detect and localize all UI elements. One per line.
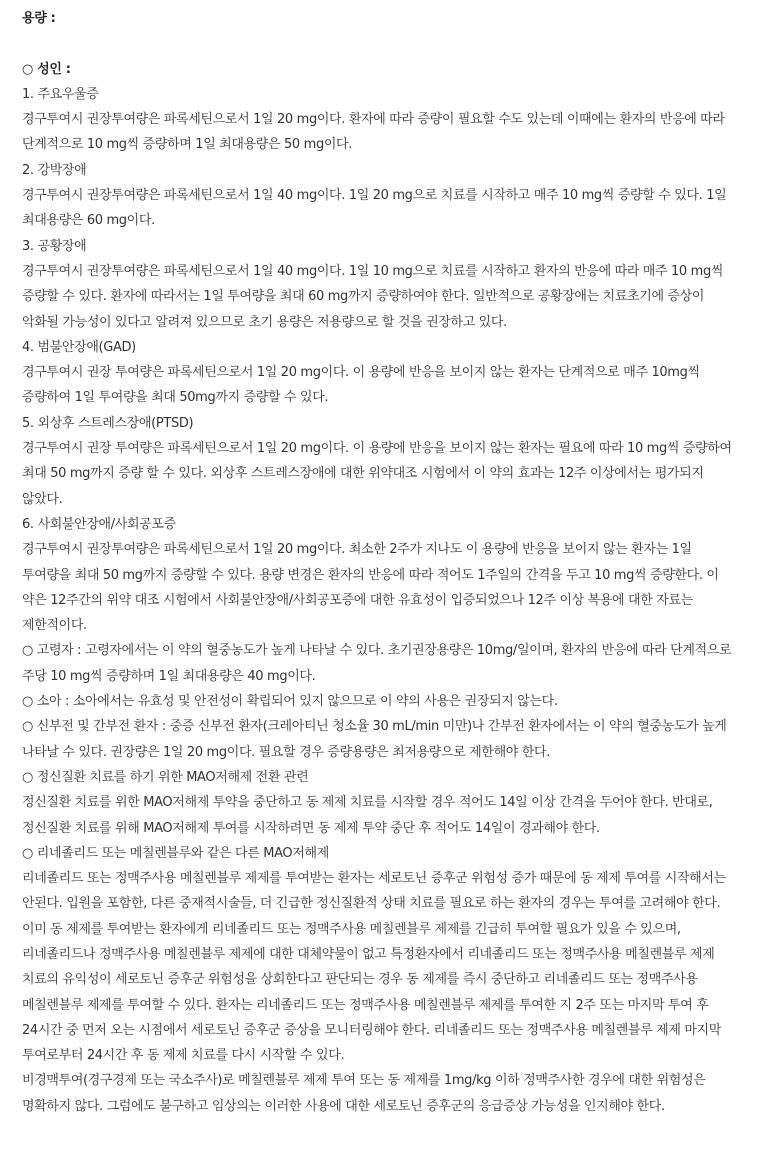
indication-heading-sad: 6. 사회불안장애/사회공포증 — [22, 516, 176, 532]
indication-heading-ocd: 2. 강박장애 — [22, 162, 87, 178]
maoi-switch-heading: ○ 정신질환 치료를 하기 위한 MAO저해제 전환 관련 — [22, 769, 309, 785]
linezolid-paragraph: 리네졸리드 또는 정맥주사용 메칠렌블루 제제를 투여받는 환자는 세로토닌 증후군 위험성 증가 때문에 동 제제 투여를 시작해서는 안된다. 입원을 포함한, 다른 중재적시술들, 더 긴급한 정신질환적 상태 치료를 필요로 하는 환자의 경우는 투여를 고려해야 한다. — [22, 871, 726, 912]
indication-text-mdd: 경구투여시 권장투여량은 파록세틴으로서 1일 20 mg이다. 환자에 따라 증량이 필요할 수도 있는데 이때에는 환자의 반응에 따라 단계적으로 10 mg씩 증량하며 1일 최대용량은 50 mg이다. — [22, 112, 725, 153]
adult-heading: ○ 성인 : — [22, 61, 71, 77]
indication-heading-mdd: 1. 주요우울증 — [22, 86, 99, 102]
indication-heading-ptsd: 5. 외상후 스트레스장애(PTSD) — [22, 415, 194, 431]
indication-text-sad: 경구투여시 권장투여량은 파록세틴으로서 1일 20 mg이다. 최소한 2주가 지나도 이 용량에 반응을 보이지 않는 환자는 1일 투여량을 최대 50 mg까지 증량할 수 있다. 용량 변경은 환자의 반응에 따라 적어도 1주일의 간격을 두고 10 mg씩 증량한다. 이 약은 12주간의 위약 대조 시험에서 사회불안장애/사회공포증에 대한 유효성이 입증되었으나 12주 이상 복용에 대한 자료는 제한적이다. — [22, 542, 719, 634]
renal-hepatic-dosage: ○ 신부전 및 간부전 환자 : 중증 신부전 환자(크레아티닌 청소율 30 mL/min 미만)나 간부전 환자에서는 이 약의 혈중농도가 높게 나타날 수 있다. 권장량은 1일 20 mg이다. 필요할 경우 증량용량은 최저용량으로 제한해야 한다. — [22, 719, 727, 760]
linezolid-paragraph: 비경맥투여(경구경제 또는 국소주사)로 메칠렌블루 제제 투여 또는 동 제제를 1mg/kg 이하 정맥주사한 경우에 대한 위험성은 명확하지 않다. 그럼에도 불구하고 임상의는 이러한 사용에 대한 세로토닌 증후군의 응급증상 가능성을 인지해야 한다. — [22, 1073, 706, 1114]
elderly-dosage: ○ 고령자 : 고령자에서는 이 약의 혈중농도가 높게 나타날 수 있다. 초기권장용량은 10mg/일이며, 환자의 반응에 따라 단계적으로 주당 10 mg씩 증량하며 1일 최대용량은 40 mg이다. — [22, 643, 732, 684]
indication-text-gad: 경구투여시 권장 투여량은 파록세틴으로서 1일 20 mg이다. 이 용량에 반응을 보이지 않는 환자는 단계적으로 매주 10mg씩 증량하여 1일 투여량을 최대 50mg까지 증량할 수 있다. — [22, 365, 700, 406]
indication-text-panic: 경구투여시 권장투여량은 파록세틴으로서 1일 40 mg이다. 1일 10 mg으로 치료를 시작하고 환자의 반응에 따라 매주 10 mg씩 증량할 수 있다. 환자에 따라서는 1일 투여량을 최대 60 mg까지 증량하여야 한다. 일반적으로 공황장애는 치료초기에 증상이 악화될 가능성이 있다고 알려져 있으므로 초기 용량은 저용량으로 할 것을 권장하고 있다. — [22, 263, 724, 330]
spacer — [22, 31, 744, 56]
linezolid-paragraph: 이미 동 제제를 투여받는 환자에게 리네졸리드 또는 정맥주사용 메칠렌블루 제제를 긴급히 투여할 필요가 있을 수 있으며, 리네졸리드나 정맥주사용 메칠렌블루 제제에 대한 대체약물이 없고 특정환자에서 리네졸리드 또는 정맥주사용 메칠렌블루 제제 치료의 유익성이 세로토닌 증후군 위험성을 상회한다고 판단되는 경우 동 제제를 즉시 중단하고 리네졸리드 또는 정맥주사용 메칠렌블루 제제를 투여할 수 있다. 환자는 리네졸리드 또는 정맥주사용 메칠렌블루 제제를 투여한 지 2주 또는 마지막 투여 후 24시간 중 먼저 오는 시점에서 세로토닌 증후군 증상을 모니터링해야 한다. 리네졸리드 또는 정맥주사용 메칠렌블루 제제 마지막 투여로부터 24시간 후 동 제제 치료를 다시 시작할 수 있다. — [22, 921, 721, 1064]
indication-text-ptsd: 경구투여시 권장 투여량은 파록세틴으로서 1일 20 mg이다. 이 용량에 반응을 보이지 않는 환자는 필요에 따라 10 mg씩 증량하여 최대 50 mg까지 증량 할 수 있다. 외상후 스트레스장애에 대한 위약대조 시험에서 이 약의 효과는 12주 이상에서는 평가되지 않았다. — [22, 441, 732, 507]
pediatric-dosage: ○ 소아 : 소아에서는 유효성 및 안전성이 확립되어 있지 않으므로 이 약의 사용은 권장되지 않는다. — [22, 694, 558, 710]
indication-heading-panic: 3. 공황장애 — [22, 238, 87, 254]
maoi-switch-text: 정신질환 치료를 위한 MAO저해제 투약을 중단하고 동 제제 치료를 시작할 경우 적어도 14일 이상 간격을 두어야 한다. 반대로, 정신질환 치료를 위해 MAO저해제 투여를 시작하려면 동 제제 투약 중단 후 적어도 14일이 경과해야 한다. — [22, 795, 713, 836]
linezolid-heading: ○ 리네졸리드 또는 메칠렌블루와 같은 다른 MAO저해제 — [22, 845, 329, 861]
indication-heading-gad: 4. 범불안장애(GAD) — [22, 339, 136, 355]
indication-text-ocd: 경구투여시 권장투여량은 파록세틴으로서 1일 40 mg이다. 1일 20 mg으로 치료를 시작하고 매주 10 mg씩 증량할 수 있다. 1일 최대용량은 60 mg이다. — [22, 188, 727, 229]
dosage-title: 용량 : — [22, 11, 56, 26]
